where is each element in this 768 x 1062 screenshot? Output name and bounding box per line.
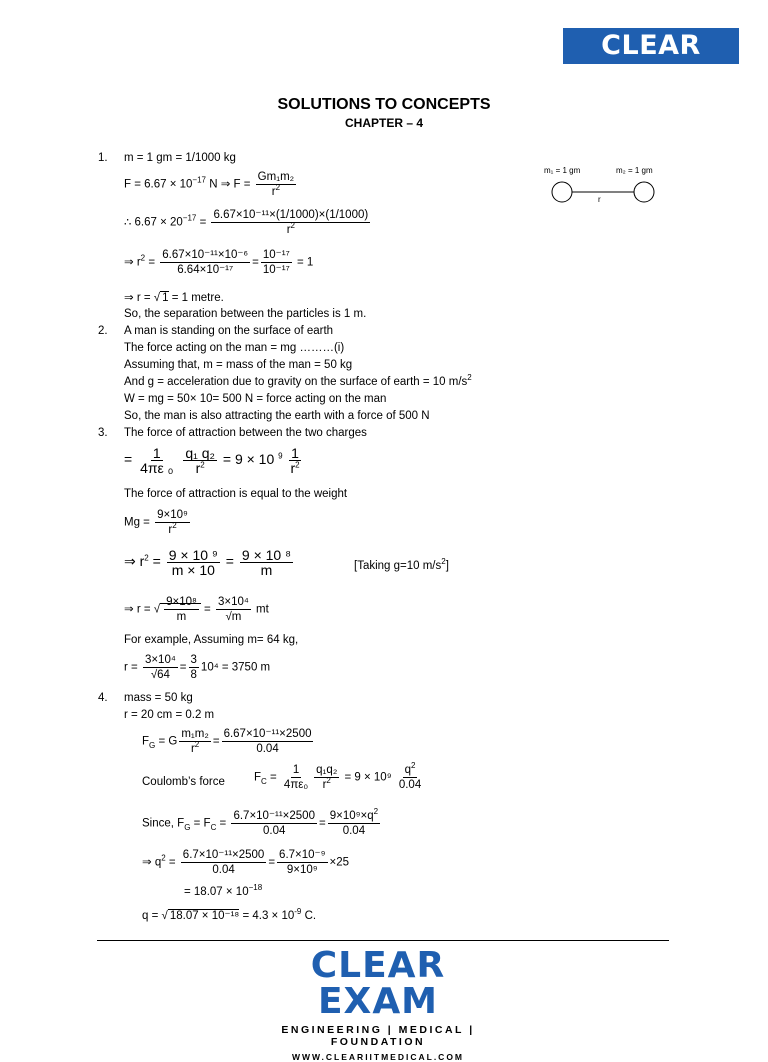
q4-result-eq: = $18.07 \times 10^{-18}$ [184,883,263,898]
q3-example: For example, Assuming m= 64 kg, [124,634,299,646]
r-label: r [598,195,601,204]
mass-2-circle [634,182,654,202]
q3-r2-eq: ⇒ $r^2$ = $\frac{\text{9 × 10 ⁹}}{m \times 10}$ = $\frac{\text{9 × 10 ⁸}}{m}$ [124,547,291,578]
chapter-subtitle: CHAPTER – 4 [344,116,424,130]
q4-q-eq: q = √ $18.07 \times 10^{-18} = 4.3 \times 10^{-9}$ C. [142,907,317,922]
page-title: SOLUTIONS TO CONCEPTS [277,96,491,113]
m2-label: m₂ = 1 gm [616,166,653,175]
logo-top: CLEAR EXAM [563,28,739,64]
q3-coulomb-formula: = $\frac{1}{\text{4πε ₀}}$ $\frac{\text{q₁ q₂}}{r^2}$ = 9 × 10 $^9$ $\frac{1}{r^2}$ [124,445,300,476]
q1-line3: ∴ $6.67 \times 20^{-17}$ = $\frac{\text{6.67×10⁻¹¹×(1/1000)×(1/1000)}}{r^2}$ [124,209,369,236]
q4-line1: mass = 50 kg [124,692,193,704]
footer-logo [248,945,508,1062]
q2-line2: The force acting on the man = mg ………(i) [124,342,345,354]
q4-number: 4. [98,692,108,704]
m1-label: m₁ = 1 gm [544,166,581,175]
q1-line2: $F = 6.67 \times 10^{-17}$ N ⇒ F = $\frac{\text{Gm₁m₂}}{r^2}$ [124,171,295,198]
mass-1-circle [552,182,572,202]
q2-number: 2. [98,325,108,337]
q4-fc-eq: $F_C$ = $\frac{1}{\text{4πε₀}}$ $\frac{\text{q₁q₂}}{r^2}$ = 9 × 10⁹ $\frac{q^2}{0.04}$ [254,761,422,791]
q1-line5: ⇒ r = √ 1 = 1 metre. [124,292,224,304]
q2-line1: A man is standing on the surface of earth [124,325,334,337]
q3-line1: The force of attraction between the two charges [124,427,367,439]
q3-line2: The force of attraction is equal to the weight [124,488,348,500]
q3-mg-eq: Mg = $\frac{\text{9×10⁹}}{r^2}$ [124,509,188,536]
q4-q2-eq: ⇒ $q^2$ = $\frac{\text{6.7×10⁻¹¹×2500}}{0.04}$ = $\frac{\text{6.7×10⁻⁹}}{\text{9×10⁹}}$ ×25 [142,849,350,876]
q3-taking-note: [Taking g=10 $m/s^2$] [354,557,449,572]
q4-coulomb-label: Coulomb’s force [142,776,225,788]
q2-line4: And g = acceleration due to gravity on the surface of earth = 10 $m/s^2$ [124,373,472,388]
footer-tagline: ENGINEERING | MEDICAL | FOUNDATION [281,1024,475,1048]
q3-number: 3. [98,427,108,439]
q4-since-eq: Since, $F_G = F_C$ = $\frac{\text{6.7×10⁻¹¹×2500}}{0.04}$ = $\frac{9\times 10^9\times q^2}{0.04}$ [142,807,379,837]
footer-divider [97,940,669,941]
footer-website: WWW.CLEARIITMEDICAL.COM [291,1052,465,1062]
q1-line6: So, the separation between the particles is 1 m. [124,308,367,320]
q2-line5: W = mg = 50× 10= 500 N = force acting on the man [124,393,387,405]
q4-fg-eq: $F_G = G$ $\frac{\text{m₁m₂}}{r^2}$ = $\frac{\text{6.67×10⁻¹¹×2500}}{0.04}$ [142,728,312,755]
q3-r-eq: ⇒ r = √ $\frac{\text{9×10⁸}}{m}$ = $\frac{\text{3×10⁴}}{√m}$ mt [124,596,269,623]
q1-line1: m = 1 gm = 1/1000 kg [124,152,236,164]
q1-line4: ⇒ $r^2$ = $\frac{\text{6.67×10⁻¹¹×10⁻⁶}}{\text{6.64×10⁻¹⁷}}$ = $\frac{\text{10⁻¹⁷}}{\text{10⁻¹⁷}}$ = 1 [124,249,314,276]
q4-line2: r = 20 cm = 0.2 m [124,709,215,721]
q2-line3: Assuming that, m = mass of the man = 50 kg [124,359,353,371]
q3-rx-eq: r = $\frac{\text{3×10⁴}}{√64}$ = $\frac{3}{8}$ 10⁴ = 3750 m [124,654,271,681]
footer-logo-text: CLEAR EXAM [310,945,446,1022]
q2-line6: So, the man is also attracting the earth with a force of 500 N [124,410,430,422]
q1-number: 1. [98,152,108,164]
